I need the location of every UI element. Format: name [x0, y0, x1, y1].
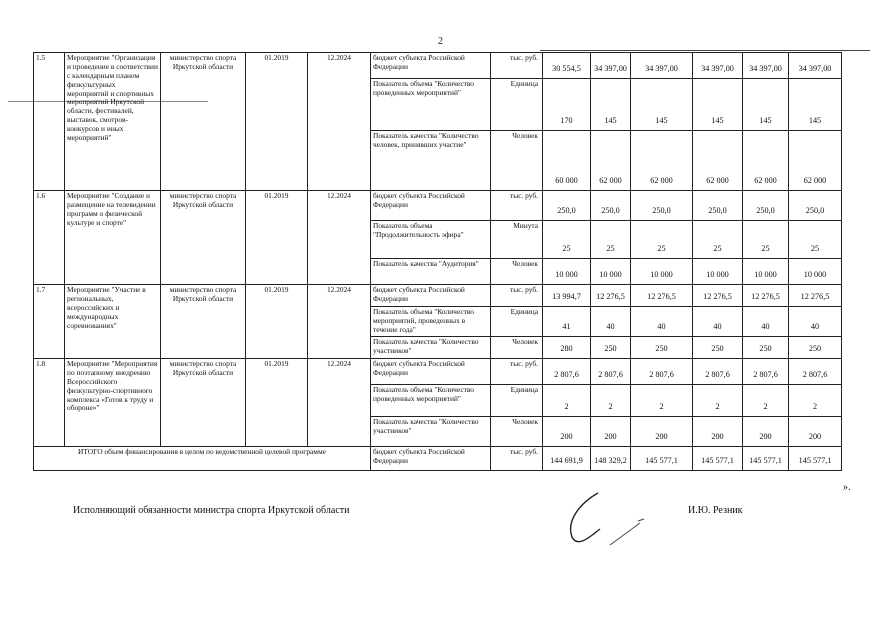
- indicator-value: 25: [789, 221, 842, 259]
- indicator-unit: Единица: [491, 385, 543, 417]
- indicator-unit: Человек: [491, 417, 543, 447]
- indicator-value: 200: [591, 417, 631, 447]
- end-quote-mark: ».: [843, 482, 851, 493]
- indicator-value: 34 397,00: [631, 53, 693, 79]
- indicator-value: 2 807,6: [591, 359, 631, 385]
- total-value: 145 577,1: [743, 447, 789, 471]
- indicator-value: 34 397,00: [693, 53, 743, 79]
- indicator-value: 2: [789, 385, 842, 417]
- event-name: Мероприятие "Мероприятия по поэтапному внедрению Всероссийского физкультурно-спортивного комплекса «Готов к труду и обороне»": [65, 359, 161, 447]
- indicator-name: бюджет субъекта Российской Федерации: [371, 285, 491, 307]
- indicator-name: Показатель объема "Количество проведенных мероприятий": [371, 79, 491, 131]
- indicator-name: Показатель качества "Количество участников": [371, 337, 491, 359]
- total-value: 145 577,1: [789, 447, 842, 471]
- indicator-value: 10 000: [631, 259, 693, 285]
- indicator-value: 250: [631, 337, 693, 359]
- indicator-unit: тыс. руб.: [491, 285, 543, 307]
- indicator-value: 40: [743, 307, 789, 337]
- indicator-value: 250,0: [543, 191, 591, 221]
- indicator-value: 145: [743, 79, 789, 131]
- indicator-value: 12 276,5: [789, 285, 842, 307]
- indicator-value: 62 000: [789, 131, 842, 191]
- handwritten-signature: [560, 485, 670, 555]
- start-date: 01.2019: [246, 285, 308, 359]
- row-number: 1.6: [34, 191, 65, 285]
- indicator-value: 250: [693, 337, 743, 359]
- indicator-value: 280: [543, 337, 591, 359]
- end-date: 12.2024: [308, 285, 371, 359]
- indicator-value: 62 000: [693, 131, 743, 191]
- signatory-name: И.Ю. Резник: [688, 505, 743, 516]
- total-label: ИТОГО объем финансирования в целом по ведомственной целевой программе: [34, 447, 371, 471]
- indicator-value: 25: [543, 221, 591, 259]
- executor: министерство спорта Иркутской области: [161, 359, 246, 447]
- indicator-value: 25: [743, 221, 789, 259]
- indicator-unit: тыс. руб.: [491, 191, 543, 221]
- indicator-name: бюджет субъекта Российской Федерации: [371, 359, 491, 385]
- total-value: 145 577,1: [693, 447, 743, 471]
- indicator-value: 25: [693, 221, 743, 259]
- indicator-value: 145: [591, 79, 631, 131]
- start-date: 01.2019: [246, 359, 308, 447]
- indicator-value: 40: [631, 307, 693, 337]
- indicator-value: 250,0: [591, 191, 631, 221]
- indicator-value: 34 397,00: [591, 53, 631, 79]
- indicator-value: 2: [591, 385, 631, 417]
- total-value: 144 691,9: [543, 447, 591, 471]
- indicator-value: 13 994,7: [543, 285, 591, 307]
- indicator-value: 2 807,6: [693, 359, 743, 385]
- indicator-value: 25: [631, 221, 693, 259]
- indicator-unit: Единица: [491, 79, 543, 131]
- indicator-value: 145: [789, 79, 842, 131]
- indicator-value: 2 807,6: [543, 359, 591, 385]
- indicator-value: 250: [591, 337, 631, 359]
- event-name: Мероприятие "Организация и проведение в соответствии с календарным планом физкультурных мероприятий и спортивных мероприятий Иркутской области, фестивалей, выставок, смотров-конкурсов и иных мероприятий": [65, 53, 161, 191]
- indicator-name: Показатель качества "Аудитория": [371, 259, 491, 285]
- indicator-name: Показатель качества "Количество участников": [371, 417, 491, 447]
- row-number: 1.7: [34, 285, 65, 359]
- total-unit: тыс. руб.: [491, 447, 543, 471]
- table-row: [34, 53, 842, 79]
- row-number: 1.8: [34, 359, 65, 447]
- indicator-value: 250,0: [631, 191, 693, 221]
- table-row: [34, 285, 842, 307]
- executor: министерство спорта Иркутской области: [161, 285, 246, 359]
- indicator-value: 40: [789, 307, 842, 337]
- indicator-unit: Человек: [491, 337, 543, 359]
- row-number: 1.5: [34, 53, 65, 191]
- indicator-value: 200: [543, 417, 591, 447]
- indicator-unit: тыс. руб.: [491, 359, 543, 385]
- indicator-value: 145: [631, 79, 693, 131]
- total-value: 148 329,2: [591, 447, 631, 471]
- program-table: [33, 52, 842, 471]
- signatory-position: Исполняющий обязанности министра спорта Иркутской области: [73, 505, 350, 516]
- indicator-unit: тыс. руб.: [491, 53, 543, 79]
- indicator-name: бюджет субъекта Российской Федерации: [371, 191, 491, 221]
- indicator-value: 62 000: [631, 131, 693, 191]
- executor: министерство спорта Иркутской области: [161, 191, 246, 285]
- indicator-name: бюджет субъекта Российской Федерации: [371, 53, 491, 79]
- indicator-name: Показатель объема "Продолжительность эфира": [371, 221, 491, 259]
- indicator-name: Показатель объема "Количество мероприятий, проведенных в течение года": [371, 307, 491, 337]
- indicator-value: 10 000: [789, 259, 842, 285]
- indicator-value: 12 276,5: [743, 285, 789, 307]
- indicator-value: 250: [789, 337, 842, 359]
- indicator-value: 2 807,6: [631, 359, 693, 385]
- start-date: 01.2019: [246, 191, 308, 285]
- page-number: 2: [438, 36, 443, 47]
- indicator-value: 10 000: [743, 259, 789, 285]
- indicator-value: 250: [743, 337, 789, 359]
- indicator-value: 10 000: [693, 259, 743, 285]
- indicator-value: 12 276,5: [631, 285, 693, 307]
- indicator-unit: Единица: [491, 307, 543, 337]
- executor: министерство спорта Иркутской области: [161, 53, 246, 191]
- end-date: 12.2024: [308, 359, 371, 447]
- indicator-value: 2 807,6: [743, 359, 789, 385]
- indicator-value: 12 276,5: [693, 285, 743, 307]
- indicator-value: 250,0: [693, 191, 743, 221]
- total-indicator-name: бюджет субъекта Российской Федерации: [371, 447, 491, 471]
- indicator-value: 2 807,6: [789, 359, 842, 385]
- indicator-value: 200: [693, 417, 743, 447]
- start-date: 01.2019: [246, 53, 308, 191]
- end-date: 12.2024: [308, 191, 371, 285]
- indicator-value: 200: [743, 417, 789, 447]
- indicator-value: 30 554,5: [543, 53, 591, 79]
- indicator-value: 2: [743, 385, 789, 417]
- indicator-value: 2: [693, 385, 743, 417]
- table-body: [34, 53, 842, 471]
- indicator-value: 62 000: [591, 131, 631, 191]
- indicator-value: 2: [543, 385, 591, 417]
- indicator-value: 10 000: [543, 259, 591, 285]
- indicator-unit: Человек: [491, 259, 543, 285]
- indicator-value: 170: [543, 79, 591, 131]
- indicator-value: 25: [591, 221, 631, 259]
- indicator-value: 34 397,00: [789, 53, 842, 79]
- total-value: 145 577,1: [631, 447, 693, 471]
- indicator-value: 40: [591, 307, 631, 337]
- total-row: [34, 447, 842, 471]
- indicator-value: 200: [631, 417, 693, 447]
- indicator-value: 12 276,5: [591, 285, 631, 307]
- end-date: 12.2024: [308, 53, 371, 191]
- table-row: [34, 191, 842, 221]
- indicator-value: 250,0: [743, 191, 789, 221]
- event-name: Мероприятие "Участие в региональных, всероссийских и международных соревнованиях": [65, 285, 161, 359]
- indicator-value: 62 000: [743, 131, 789, 191]
- indicator-name: Показатель качества "Количество человек, принявших участие": [371, 131, 491, 191]
- indicator-value: 60 000: [543, 131, 591, 191]
- indicator-value: 41: [543, 307, 591, 337]
- indicator-value: 200: [789, 417, 842, 447]
- indicator-unit: Человек: [491, 131, 543, 191]
- event-name: Мероприятие "Создание и размещение на телевидении программ о физической культуре и спорте": [65, 191, 161, 285]
- indicator-value: 145: [693, 79, 743, 131]
- indicator-value: 2: [631, 385, 693, 417]
- scan-line-top: [540, 50, 870, 51]
- indicator-value: 40: [693, 307, 743, 337]
- indicator-unit: Минута: [491, 221, 543, 259]
- indicator-value: 34 397,00: [743, 53, 789, 79]
- indicator-value: 250,0: [789, 191, 842, 221]
- indicator-name: Показатель объема "Количество проведенных мероприятий": [371, 385, 491, 417]
- indicator-value: 10 000: [591, 259, 631, 285]
- table-row: [34, 359, 842, 385]
